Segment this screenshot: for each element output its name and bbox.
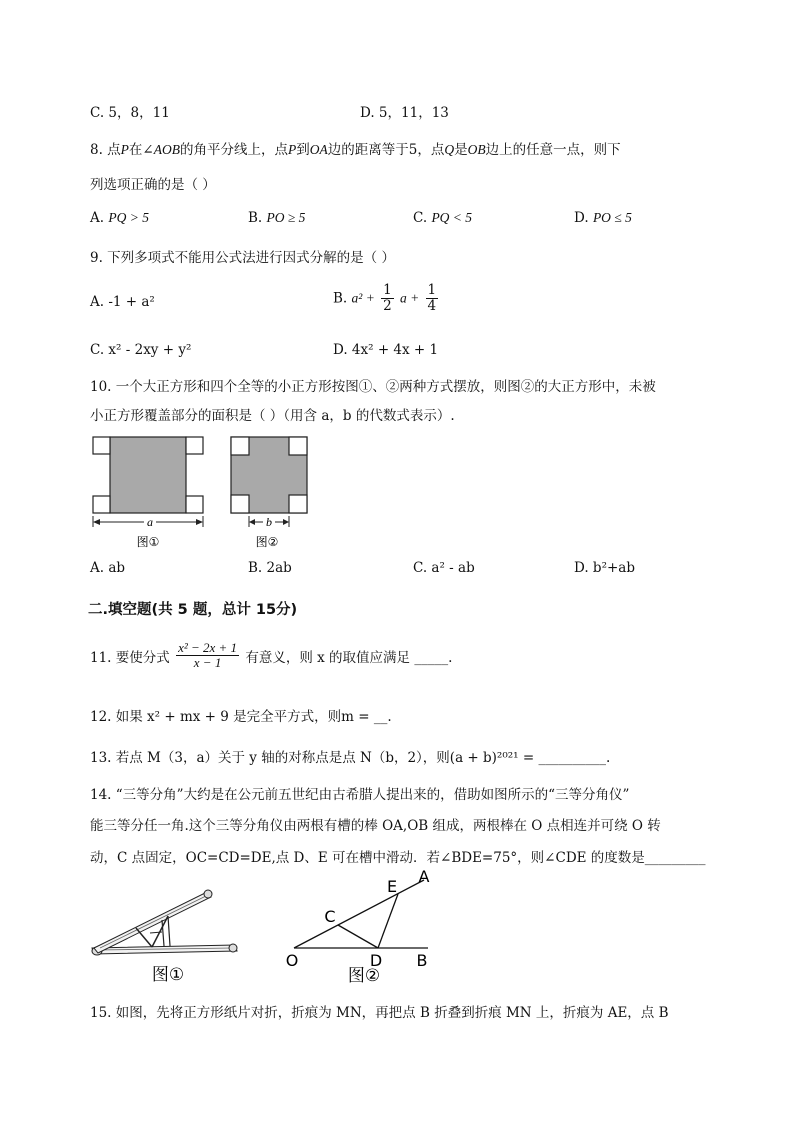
q14-stem-line1: 14. “三等分角”大约是在公元前五世纪由古希腊人提出来的，借助如图所示的“三等分角仪” xyxy=(90,787,630,803)
q10-option-d: D. b²+ab xyxy=(574,560,635,576)
point-e-label: E xyxy=(386,877,398,896)
q9-option-c: C. x² - 2xy + y² xyxy=(90,342,192,358)
q10-option-b: B. 2ab xyxy=(248,560,292,576)
small-square xyxy=(186,496,203,513)
small-square xyxy=(289,495,307,513)
point-o-label: O xyxy=(285,951,299,970)
q10-fig2-dim-label: b xyxy=(266,515,272,529)
q8-stem-line1: 8. 点P在∠AOB的角平分线上，点P到OA边的距离等于5，点Q是OB边上的任意一点，则下 xyxy=(90,142,621,158)
q9-option-b: B. a² + $\frac{1}{2}$ a + $\frac{1}{4}$ xyxy=(333,282,437,314)
q7-option-d: D. 5，11，13 xyxy=(360,105,449,121)
point-d-label: D xyxy=(369,951,383,970)
small-square xyxy=(93,437,110,454)
large-square xyxy=(110,437,186,513)
point-b-label: B xyxy=(416,951,428,970)
q8-option-b: B. PO ≥ 5 xyxy=(248,210,306,226)
small-square xyxy=(93,496,110,513)
q14-fig2-caption: 图② xyxy=(347,966,381,986)
q10-option-c: C. a² - ab xyxy=(413,560,475,576)
q10-fig1-caption: 图① xyxy=(136,535,160,549)
q10-option-a: A. ab xyxy=(90,560,126,576)
q8-option-a: A. PQ > 5 xyxy=(90,210,149,226)
small-square xyxy=(289,437,307,455)
q8-option-c: C. PQ < 5 xyxy=(413,210,473,226)
q10-stem-line1: 10. 一个大正方形和四个全等的小正方形按图①、②两种方式摆放，则图②的大正方形中，未被 xyxy=(90,379,656,395)
point-a-label: A xyxy=(418,868,430,886)
q14-stem-line2: 能三等分任一角.这个三等分角仪由两根有槽的棒 OA,OB 组成，两根棒在 O 点相连并可绕 O 转 xyxy=(90,818,661,834)
small-square xyxy=(186,437,203,454)
q10-figure-1 xyxy=(90,434,210,552)
q8-option-d: D. PO ≤ 5 xyxy=(574,210,632,226)
q10-fig2-caption: 图② xyxy=(255,535,279,549)
q10-fig1-dim-label: a xyxy=(147,515,153,529)
q14-fig1-caption: 图① xyxy=(151,965,185,984)
q12-stem: 12. 如果 x² + mx + 9 是完全平方式，则m = __. xyxy=(90,709,392,725)
small-square xyxy=(231,495,249,513)
q14-stem-line3: 动，C 点固定，OC=CD=DE,点 D、E 可在槽中滑动．若∠BDE=75°，则∠CDE 的度数是_________ xyxy=(90,850,706,866)
q14-figure-1 xyxy=(90,888,250,984)
q11-stem: 11. 要使分式 $\frac{\text{x² − 2x + 1}}{x - 1}$ 有意义，则 x 的取值应满足 _____. xyxy=(90,640,453,671)
q9-stem: 9. 下列多项式不能用公式法进行因式分解的是（ ） xyxy=(90,250,395,266)
q10-stem-line2: 小正方形覆盖部分的面积是（ ）（用含 a，b 的代数式表示）. xyxy=(90,408,455,424)
q13-stem: 13. 若点 M（3，a）关于 y 轴的对称点是点 N（b，2），则(a + b)²⁰²¹ = __________. xyxy=(90,750,611,766)
q9-option-d: D. 4x² + 4x + 1 xyxy=(333,342,439,358)
section-title: 二.填空题(共 5 题，总计 15分) xyxy=(88,602,298,618)
q7-option-c: C. 5，8，11 xyxy=(90,105,170,121)
q14-figure-2 xyxy=(284,868,434,988)
q8-stem-line2: 列选项正确的是（ ） xyxy=(90,177,216,193)
small-square xyxy=(231,437,249,455)
point-c-label: C xyxy=(324,907,336,926)
q9-option-a: A. -1 + a² xyxy=(90,294,155,310)
q10-figure-2 xyxy=(228,434,318,552)
q15-stem-line1: 15. 如图，先将正方形纸片对折，折痕为 MN，再把点 B 折叠到折痕 MN 上，折痕为 AE，点 B xyxy=(90,1005,669,1021)
segment-cd xyxy=(338,925,378,948)
